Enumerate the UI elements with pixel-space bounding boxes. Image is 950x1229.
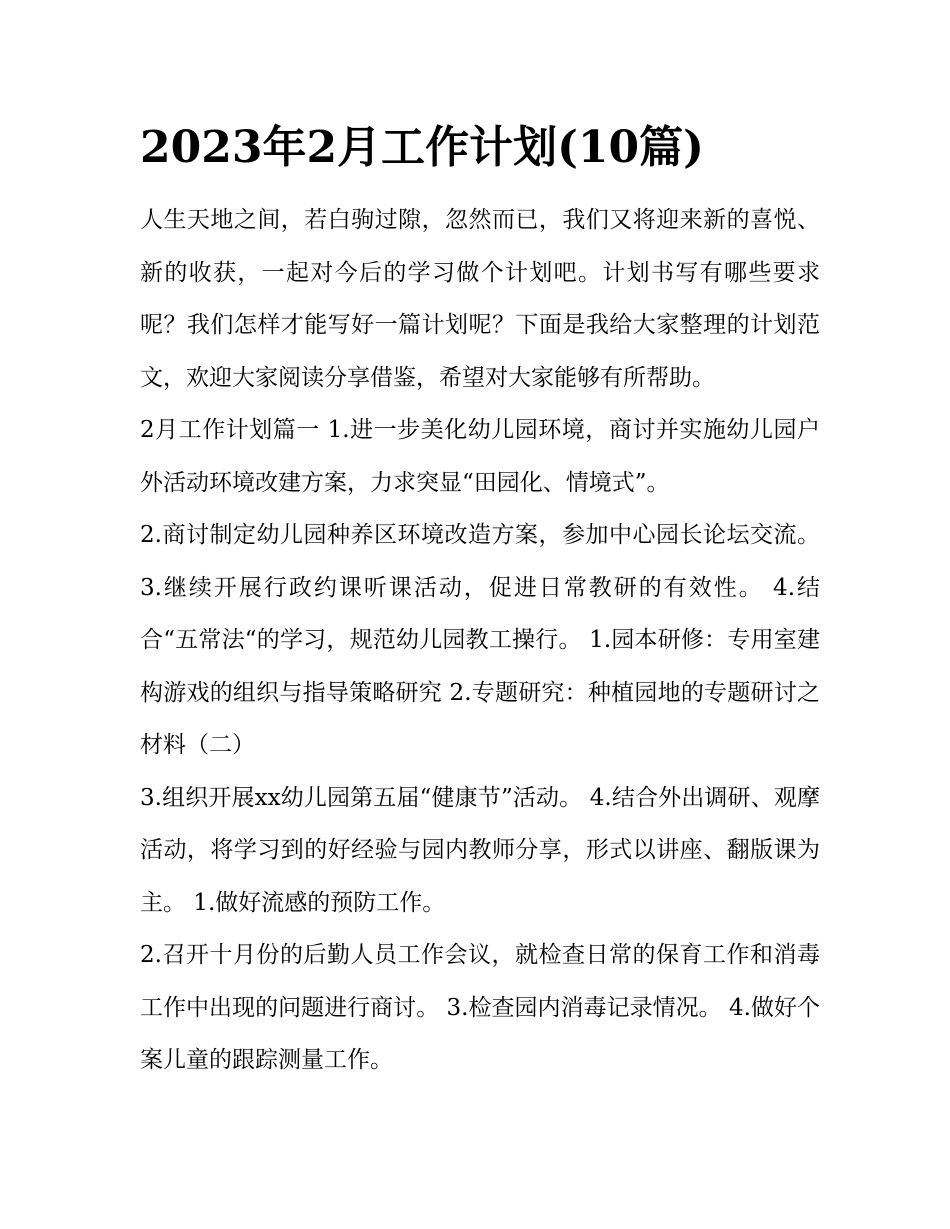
paragraph-plan-1: 2月工作计划篇一 1.进一步美化幼儿园环境，商讨并实施幼儿园户外活动环境改建方案，力求突显“田园化、情境式”。 bbox=[140, 417, 820, 496]
paragraph-plan-2: 2.商讨制定幼儿园种养区环境改造方案，参加中心园长论坛交流。 3.继续开展行政约课听课活动，促进日常教研的有效性。 4.结合“五常法“的学习，规范幼儿园教工操行。 1.园本研修：专用室建构游戏的组织与指导策略研究 2.专题研究：种植园地的专题研讨之材料（二） bbox=[140, 522, 820, 758]
document-title: 2023年2月工作计划(10篇) bbox=[140, 122, 704, 173]
paragraph-plan-3: 3.组织开展xx幼儿园第五届“健康节”活动。 4.结合外出调研、观摩活动，将学习到的好经验与园内教师分享，形式以讲座、翻版课为主。 1.做好流感的预防工作。 bbox=[140, 784, 820, 916]
document-body bbox=[140, 194, 820, 1087]
paragraph-intro: 人生天地之间，若白驹过隙，忽然而已，我们又将迎来新的喜悦、新的收获，一起对今后的学习做个计划吧。计划书写有哪些要求呢？我们怎样才能写好一篇计划呢？下面是我给大家整理的计划范文，欢迎大家阅读分享借鉴，希望对大家能够有所帮助。 bbox=[140, 207, 820, 391]
paragraph-plan-4: 2.召开十月份的后勤人员工作会议，就检查日常的保育工作和消毒工作中出现的问题进行商讨。 3.检查园内消毒记录情况。 4.做好个案儿童的跟踪测量工作。 bbox=[140, 942, 820, 1073]
document-page bbox=[140, 118, 820, 1087]
